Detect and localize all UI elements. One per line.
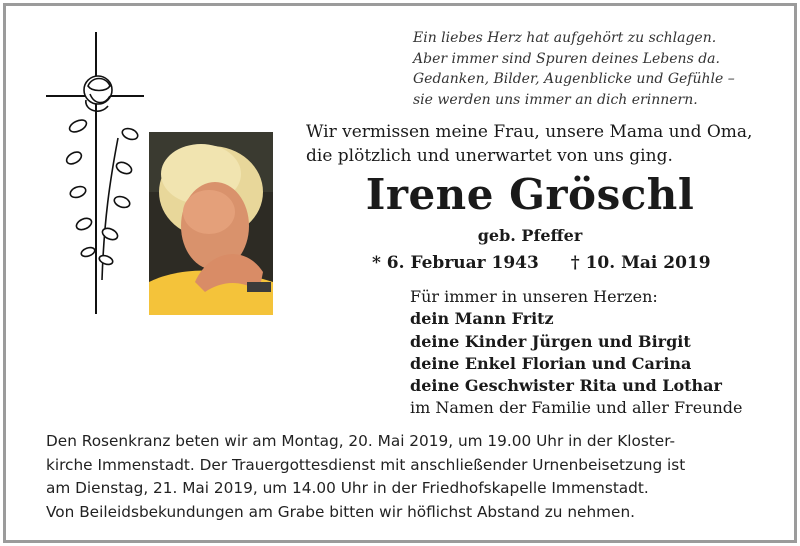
poem	[413, 28, 773, 110]
intro-line: die plötzlich und unerwartet von uns ging.	[306, 146, 673, 166]
mourner-line: dein Mann Fritz	[410, 309, 554, 329]
birth-date: * 6. Februar 1943	[372, 253, 539, 273]
mourners-heading: Für immer in unseren Herzen:	[410, 287, 658, 306]
footer-line: Von Beileidsbekundungen am Grabe bitten wir höflichst Abstand zu nehmen.	[46, 502, 636, 521]
death-date: † 10. Mai 2019	[570, 253, 711, 273]
poem-line: Ein liebes Herz hat aufgehört zu schlagen.	[413, 30, 717, 46]
portrait-photo	[149, 132, 273, 315]
footer-line: kirche Immenstadt. Der Trauergottesdienst mit anschließender Urnenbeisetzung ist	[46, 455, 686, 474]
footer-line: Den Rosenkranz beten wir am Montag, 20. Mai 2019, um 19.00 Uhr in der Kloster-	[46, 432, 676, 450]
maiden-name: geb. Pfeffer	[477, 226, 583, 245]
deceased-name: Irene Gröschl	[365, 170, 695, 219]
mourner-line: deine Geschwister Rita und Lothar	[410, 376, 722, 396]
cross-with-rose-icon	[44, 30, 154, 320]
portrait-image	[149, 132, 273, 315]
life-dates	[372, 253, 772, 273]
service-information	[46, 430, 776, 524]
mourner-line: deine Kinder Jürgen und Birgit	[410, 331, 691, 351]
mourners-closing: im Namen der Familie und aller Freunde	[410, 398, 743, 418]
poem-line: Aber immer sind Spuren deines Lebens da.	[413, 50, 720, 67]
mourners-list	[410, 286, 770, 420]
intro-line: Wir vermissen meine Frau, unsere Mama und Oma,	[306, 122, 753, 142]
footer-line: am Dienstag, 21. Mai 2019, um 14.00 Uhr in der Friedhofskapelle Immenstadt.	[46, 479, 649, 497]
mourner-line: deine Enkel Florian und Carina	[410, 353, 692, 373]
poem-line: sie werden uns immer an dich erinnern.	[413, 91, 698, 108]
intro-text	[306, 120, 776, 168]
poem-line: Gedanken, Bilder, Augenblicke und Gefühle –	[413, 71, 735, 87]
